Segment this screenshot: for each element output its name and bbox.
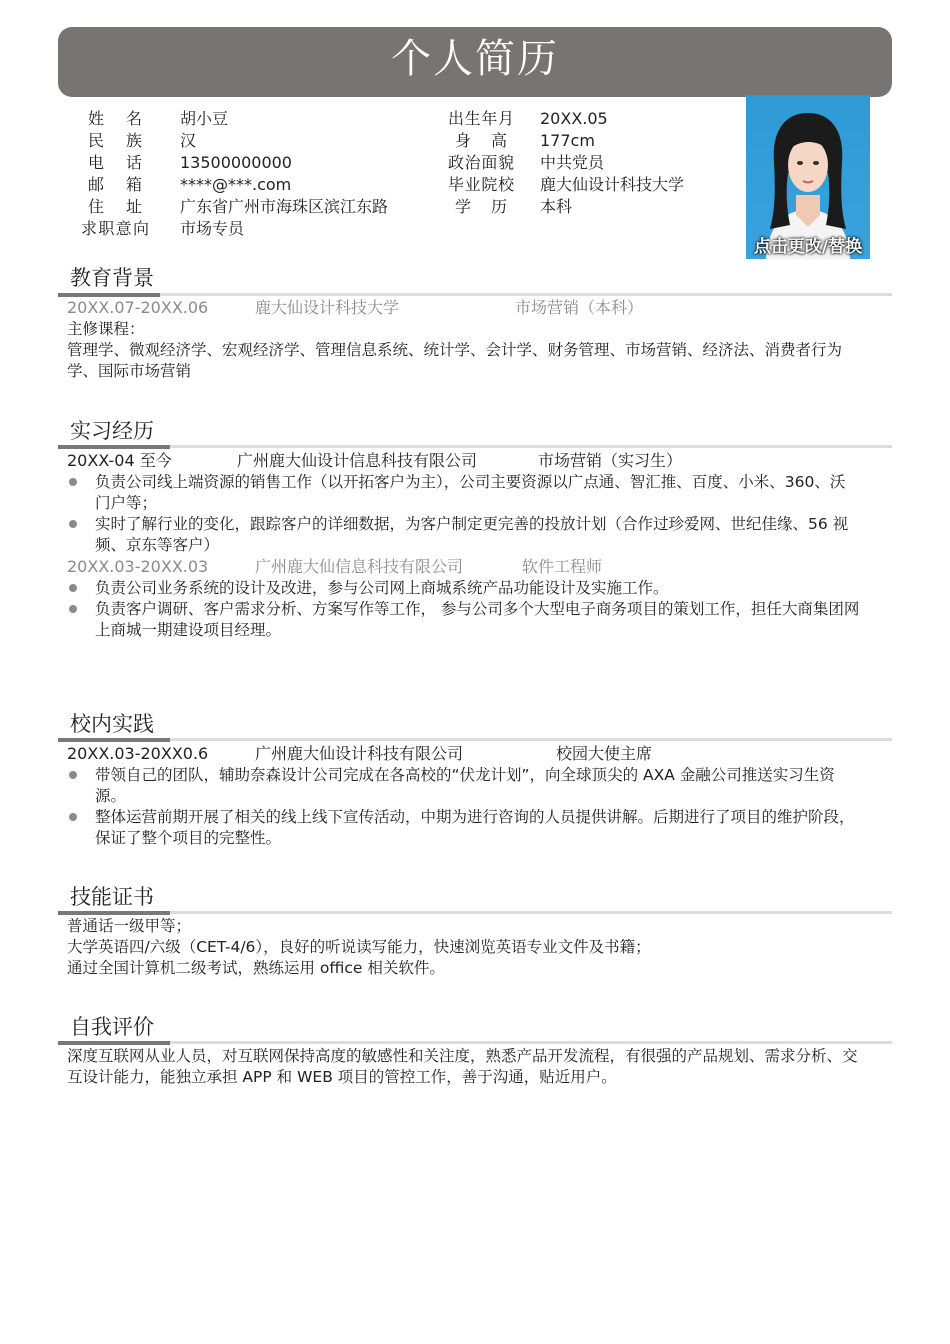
skill-line: 普通话一级甲等； [67,917,192,935]
photo-change-caption[interactable]: 点击更改/替换 [753,237,863,257]
section-divider-accent [58,738,170,742]
education-school: 鹿大仙设计科技大学 [255,298,400,317]
bullet-text: 门户等； [95,494,158,512]
email-label: 邮箱 [88,175,142,194]
profile-photo[interactable] [746,95,870,259]
ethnicity-value: 汉 [180,131,197,150]
job-objective-value: 市场专员 [180,219,245,238]
email-value: ****@***.com [180,175,292,194]
school-label: 毕业院校 [448,175,514,194]
ethnicity-label: 民族 [88,131,142,150]
campus-role: 校园大使主席 [556,744,653,763]
section-divider [58,293,892,296]
bullet-text: 保证了整个项目的完整性。 [95,829,282,847]
address-label: 住址 [88,197,142,216]
bullet-text: 负责客户调研、客户需求分析、方案写作等工作， 参与公司多个大型电子商务项目的策划工作，担任大商集团网 [95,600,860,618]
school-value: 鹿大仙设计科技大学 [540,175,685,194]
bullet-text: 负责公司线上端资源的销售工作（以开拓客户为主），公司主要资源以广点通、智汇推、百度、小米、360、沃 [95,473,846,491]
education-period: 20XX.07-20XX.06 [67,298,209,317]
education-major: 市场营销（本科） [515,298,644,317]
campus-heading: 校内实践 [70,712,154,736]
skill-line: 通过全国计算机二级考试，熟练运用 office 相关软件。 [67,959,445,977]
bullet-text: 整体运营前期开展了相关的线上线下宣传活动，中期为进行咨询的人员提供讲解。后期进行了项目的维护阶段， [95,808,855,826]
job-company: 广州鹿大仙信息科技有限公司 [255,557,464,576]
bullet-text: 实时了解行业的变化，跟踪客户的详细数据，为客户制定更完善的投放计划（合作过珍爱网、世纪佳缘、56 视 [95,515,849,533]
bullet-text: 源。 [95,787,127,805]
political-label: 政治面貌 [448,153,514,172]
courses-line: 学、国际市场营销 [67,362,192,380]
phone-value: 13500000000 [180,153,292,172]
section-divider-accent [58,911,170,915]
birth-value: 20XX.05 [540,109,608,128]
self-evaluation-line: 深度互联网从业人员，对互联网保持高度的敏感性和关注度，熟悉产品开发流程，有很强的产品规划、需求分析、交 [67,1047,858,1065]
resume-title: 个人简历 [391,36,559,82]
name-value: 胡小豆 [180,109,229,128]
resume-header [58,27,892,97]
job-company: 广州鹿大仙设计信息科技有限公司 [237,451,478,470]
name-label: 姓名 [88,109,142,128]
bullet-dot-icon [69,605,77,613]
section-divider [58,911,892,914]
bullet-text: 上商城一期建设项目经理。 [95,621,282,639]
section-divider-accent [58,1041,170,1045]
bullet-text: 频、京东等客户） [95,536,220,554]
bullet-dot-icon [69,771,77,779]
bullet-dot-icon [69,520,77,528]
phone-label: 电话 [88,153,142,172]
skill-line: 大学英语四/六级（CET-4/6），良好的听说读写能力，快速浏览英语专业文件及书籍； [67,938,651,956]
address-value: 广东省广州市海珠区滨江东路 [180,197,389,216]
degree-value: 本科 [540,197,573,216]
job-role: 软件工程师 [522,557,603,576]
degree-label: 学历 [455,197,507,216]
height-label: 身高 [455,131,507,150]
courses-label: 主修课程： [67,320,145,338]
internship-heading: 实习经历 [70,419,154,443]
job-objective-label: 求职意向 [81,219,149,238]
section-divider [58,445,892,448]
birth-label: 出生年月 [448,109,514,128]
campus-company: 广州鹿大仙设计科技有限公司 [255,744,464,763]
courses-line: 管理学、微观经济学、宏观经济学、管理信息系统、统计学、会计学、财务管理、市场营销、经济法、消费者行为 [67,341,843,359]
job-period: 20XX-04 至今 [67,451,172,470]
political-value: 中共党员 [540,153,605,172]
bullet-dot-icon [69,813,77,821]
job-role: 市场营销（实习生） [538,451,683,470]
bullet-dot-icon [69,478,77,486]
self-evaluation-line: 互设计能力，能独立承担 APP 和 WEB 项目的管控工作，善于沟通，贴近用户。 [67,1068,617,1086]
height-value: 177cm [540,131,595,150]
section-divider-accent [58,445,170,449]
self-evaluation-heading: 自我评价 [70,1015,154,1039]
bullet-text: 负责公司业务系统的设计及改进，参与公司网上商城系统产品功能设计及实施工作。 [95,579,669,597]
bullet-dot-icon [69,584,77,592]
campus-period: 20XX.03-20XX0.6 [67,744,209,763]
education-heading: 教育背景 [70,266,154,290]
bullet-text: 带领自己的团队，辅助奈森设计公司完成在各高校的“伏龙计划”，向全球顶尖的 AXA 金融公司推送实习生资 [95,766,835,784]
section-divider [58,1041,892,1044]
section-divider [58,738,892,741]
skills-heading: 技能证书 [70,885,154,909]
job-period: 20XX.03-20XX.03 [67,557,209,576]
